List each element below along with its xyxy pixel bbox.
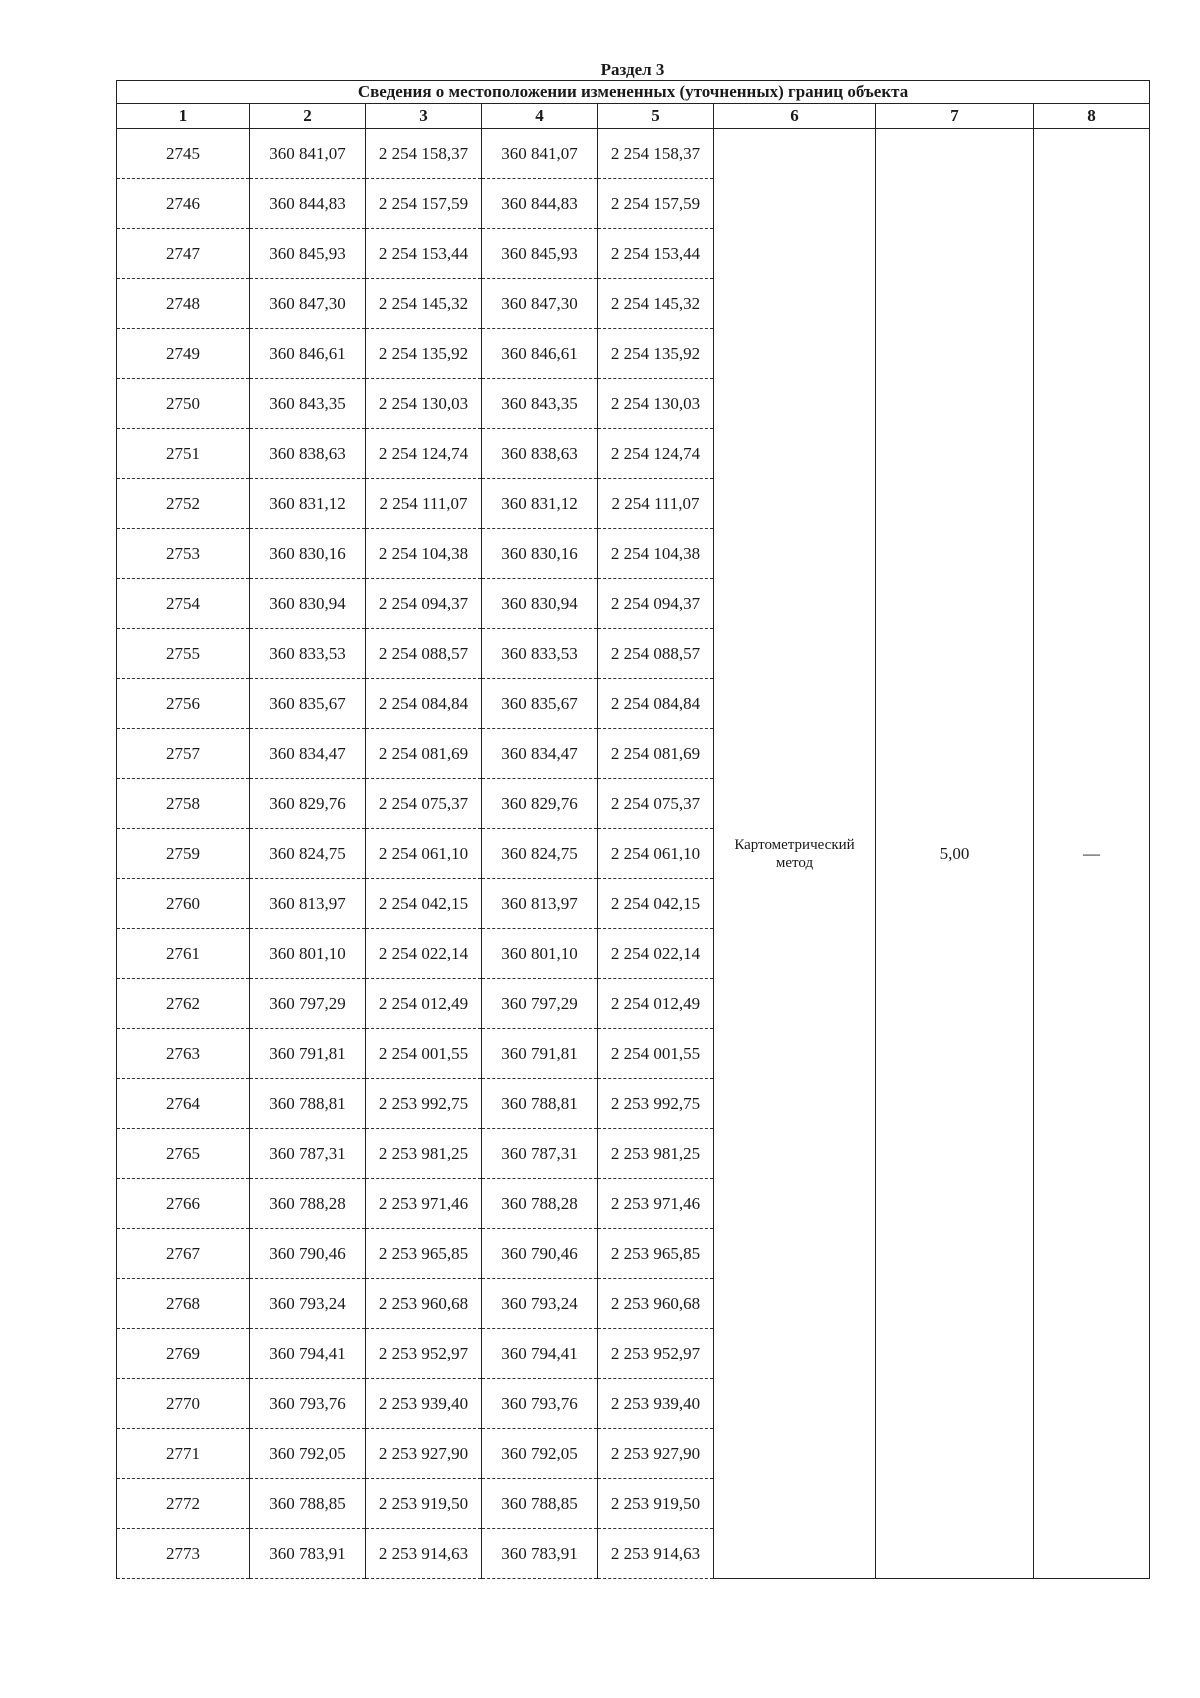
point-number-cell: 2753 bbox=[117, 529, 250, 579]
coordinate-cell: 2 254 012,49 bbox=[366, 979, 482, 1029]
point-number-cell: 2759 bbox=[117, 829, 250, 879]
coordinate-cell: 360 830,16 bbox=[482, 529, 598, 579]
coordinate-cell: 2 254 022,14 bbox=[366, 929, 482, 979]
coordinate-cell: 360 794,41 bbox=[482, 1329, 598, 1379]
column-header: 5 bbox=[598, 104, 714, 129]
coordinate-cell: 2 254 001,55 bbox=[598, 1029, 714, 1079]
coordinate-cell: 2 254 075,37 bbox=[366, 779, 482, 829]
coordinate-cell: 2 254 104,38 bbox=[598, 529, 714, 579]
point-number-cell: 2746 bbox=[117, 179, 250, 229]
coordinate-cell: 360 791,81 bbox=[250, 1029, 366, 1079]
point-number-cell: 2747 bbox=[117, 229, 250, 279]
point-number-cell: 2769 bbox=[117, 1329, 250, 1379]
column-header: 4 bbox=[482, 104, 598, 129]
coordinate-cell: 360 838,63 bbox=[250, 429, 366, 479]
coordinate-cell: 360 847,30 bbox=[482, 279, 598, 329]
coordinate-cell: 360 843,35 bbox=[482, 379, 598, 429]
coordinate-cell: 2 254 084,84 bbox=[598, 679, 714, 729]
table-row bbox=[117, 129, 1150, 179]
coordinate-cell: 360 845,93 bbox=[250, 229, 366, 279]
point-number-cell: 2750 bbox=[117, 379, 250, 429]
coordinate-cell: 2 254 042,15 bbox=[366, 879, 482, 929]
coordinate-cell: 2 254 157,59 bbox=[598, 179, 714, 229]
coordinate-cell: 360 792,05 bbox=[482, 1429, 598, 1479]
point-number-cell: 2770 bbox=[117, 1379, 250, 1429]
coordinate-cell: 2 254 111,07 bbox=[598, 479, 714, 529]
coordinate-cell: 2 254 130,03 bbox=[366, 379, 482, 429]
coordinate-cell: 360 797,29 bbox=[482, 979, 598, 1029]
coordinate-cell: 360 844,83 bbox=[250, 179, 366, 229]
coordinate-cell: 360 841,07 bbox=[482, 129, 598, 179]
coordinate-cell: 360 833,53 bbox=[482, 629, 598, 679]
coordinate-cell: 2 253 971,46 bbox=[598, 1179, 714, 1229]
coordinate-cell: 2 254 084,84 bbox=[366, 679, 482, 729]
coordinate-cell: 360 830,16 bbox=[250, 529, 366, 579]
coordinate-cell: 360 830,94 bbox=[482, 579, 598, 629]
coordinate-cell: 360 788,28 bbox=[250, 1179, 366, 1229]
coordinate-cell: 360 801,10 bbox=[482, 929, 598, 979]
coordinate-cell: 360 813,97 bbox=[482, 879, 598, 929]
coordinate-cell: 360 824,75 bbox=[482, 829, 598, 879]
coordinate-cell: 2 253 960,68 bbox=[366, 1279, 482, 1329]
coordinate-cell: 360 790,46 bbox=[482, 1229, 598, 1279]
coordinate-cell: 360 845,93 bbox=[482, 229, 598, 279]
coordinate-cell: 360 790,46 bbox=[250, 1229, 366, 1279]
coordinate-cell: 360 787,31 bbox=[482, 1129, 598, 1179]
coordinate-cell: 2 254 145,32 bbox=[366, 279, 482, 329]
coordinate-cell: 360 833,53 bbox=[250, 629, 366, 679]
coordinate-cell: 2 253 992,75 bbox=[366, 1079, 482, 1129]
coordinate-cell: 360 829,76 bbox=[250, 779, 366, 829]
coordinate-cell: 360 831,12 bbox=[482, 479, 598, 529]
point-number-cell: 2748 bbox=[117, 279, 250, 329]
coordinate-cell: 2 253 960,68 bbox=[598, 1279, 714, 1329]
coordinate-cell: 360 788,81 bbox=[250, 1079, 366, 1129]
coordinate-cell: 2 253 927,90 bbox=[598, 1429, 714, 1479]
coordinate-cell: 2 254 081,69 bbox=[598, 729, 714, 779]
column-header: 7 bbox=[876, 104, 1034, 129]
column-header-row bbox=[117, 104, 1150, 129]
coordinate-cell: 360 783,91 bbox=[482, 1529, 598, 1579]
coordinate-cell: 360 797,29 bbox=[250, 979, 366, 1029]
point-number-cell: 2757 bbox=[117, 729, 250, 779]
coordinate-cell: 2 253 927,90 bbox=[366, 1429, 482, 1479]
coordinate-cell: 360 793,24 bbox=[250, 1279, 366, 1329]
point-number-cell: 2754 bbox=[117, 579, 250, 629]
method-cell: Картометрический метод bbox=[714, 129, 876, 1579]
coordinate-cell: 2 253 914,63 bbox=[366, 1529, 482, 1579]
coordinate-cell: 360 788,28 bbox=[482, 1179, 598, 1229]
coordinate-cell: 2 253 952,97 bbox=[366, 1329, 482, 1379]
coordinate-cell: 360 846,61 bbox=[482, 329, 598, 379]
coordinate-cell: 2 254 153,44 bbox=[598, 229, 714, 279]
point-number-cell: 2751 bbox=[117, 429, 250, 479]
coordinate-cell: 360 846,61 bbox=[250, 329, 366, 379]
coordinate-cell: 2 254 124,74 bbox=[366, 429, 482, 479]
column-header: 6 bbox=[714, 104, 876, 129]
coordinate-cell: 2 254 111,07 bbox=[366, 479, 482, 529]
point-number-cell: 2760 bbox=[117, 879, 250, 929]
coordinate-cell: 360 843,35 bbox=[250, 379, 366, 429]
coordinate-cell: 2 254 094,37 bbox=[366, 579, 482, 629]
coordinate-cell: 360 829,76 bbox=[482, 779, 598, 829]
coordinate-cell: 2 254 012,49 bbox=[598, 979, 714, 1029]
point-number-cell: 2766 bbox=[117, 1179, 250, 1229]
description-cell: — bbox=[1034, 129, 1150, 1579]
coordinate-cell: 360 783,91 bbox=[250, 1529, 366, 1579]
coordinate-cell: 2 254 145,32 bbox=[598, 279, 714, 329]
coordinate-cell: 2 254 153,44 bbox=[366, 229, 482, 279]
coordinate-cell: 360 788,85 bbox=[250, 1479, 366, 1529]
column-header: 1 bbox=[117, 104, 250, 129]
point-number-cell: 2763 bbox=[117, 1029, 250, 1079]
point-number-cell: 2768 bbox=[117, 1279, 250, 1329]
column-header: 2 bbox=[250, 104, 366, 129]
coordinate-cell: 360 834,47 bbox=[250, 729, 366, 779]
coordinate-cell: 2 254 022,14 bbox=[598, 929, 714, 979]
coordinate-cell: 360 813,97 bbox=[250, 879, 366, 929]
coordinate-cell: 2 254 135,92 bbox=[366, 329, 482, 379]
coordinate-cell: 360 824,75 bbox=[250, 829, 366, 879]
coordinate-cell: 360 791,81 bbox=[482, 1029, 598, 1079]
point-number-cell: 2761 bbox=[117, 929, 250, 979]
coordinate-cell: 2 254 042,15 bbox=[598, 879, 714, 929]
point-number-cell: 2755 bbox=[117, 629, 250, 679]
coordinate-cell: 360 831,12 bbox=[250, 479, 366, 529]
coordinate-cell: 2 254 088,57 bbox=[598, 629, 714, 679]
coordinate-cell: 360 834,47 bbox=[482, 729, 598, 779]
coordinate-cell: 2 253 919,50 bbox=[366, 1479, 482, 1529]
coordinate-cell: 2 253 919,50 bbox=[598, 1479, 714, 1529]
coordinate-cell: 360 835,67 bbox=[250, 679, 366, 729]
coordinate-cell: 2 253 981,25 bbox=[598, 1129, 714, 1179]
coordinate-cell: 2 254 135,92 bbox=[598, 329, 714, 379]
coordinate-cell: 360 793,76 bbox=[250, 1379, 366, 1429]
column-header: 3 bbox=[366, 104, 482, 129]
point-number-cell: 2749 bbox=[117, 329, 250, 379]
coordinate-cell: 360 801,10 bbox=[250, 929, 366, 979]
coordinate-cell: 2 254 061,10 bbox=[598, 829, 714, 879]
coordinate-cell: 360 844,83 bbox=[482, 179, 598, 229]
precision-cell: 5,00 bbox=[876, 129, 1034, 1579]
coordinate-cell: 2 254 094,37 bbox=[598, 579, 714, 629]
coordinate-cell: 360 788,81 bbox=[482, 1079, 598, 1129]
coordinate-cell: 360 793,24 bbox=[482, 1279, 598, 1329]
coordinate-cell: 360 792,05 bbox=[250, 1429, 366, 1479]
point-number-cell: 2752 bbox=[117, 479, 250, 529]
point-number-cell: 2771 bbox=[117, 1429, 250, 1479]
point-number-cell: 2762 bbox=[117, 979, 250, 1029]
document-page bbox=[116, 60, 1149, 1579]
coordinate-cell: 360 841,07 bbox=[250, 129, 366, 179]
coordinate-cell: 360 830,94 bbox=[250, 579, 366, 629]
coordinate-cell: 2 253 914,63 bbox=[598, 1529, 714, 1579]
point-number-cell: 2765 bbox=[117, 1129, 250, 1179]
coordinate-cell: 2 253 992,75 bbox=[598, 1079, 714, 1129]
coordinate-cell: 2 253 952,97 bbox=[598, 1329, 714, 1379]
section-title: Раздел 3 bbox=[600, 60, 665, 79]
coordinate-cell: 2 254 124,74 bbox=[598, 429, 714, 479]
point-number-cell: 2764 bbox=[117, 1079, 250, 1129]
coordinate-cell: 360 787,31 bbox=[250, 1129, 366, 1179]
coordinate-cell: 2 253 981,25 bbox=[366, 1129, 482, 1179]
coordinate-cell: 360 838,63 bbox=[482, 429, 598, 479]
point-number-cell: 2772 bbox=[117, 1479, 250, 1529]
coordinate-cell: 2 254 075,37 bbox=[598, 779, 714, 829]
coordinate-cell: 360 793,76 bbox=[482, 1379, 598, 1429]
coordinate-cell: 2 253 965,85 bbox=[598, 1229, 714, 1279]
point-number-cell: 2767 bbox=[117, 1229, 250, 1279]
coordinate-cell: 360 847,30 bbox=[250, 279, 366, 329]
coordinate-cell: 360 788,85 bbox=[482, 1479, 598, 1529]
coordinate-cell: 2 253 939,40 bbox=[366, 1379, 482, 1429]
coordinate-cell: 2 254 088,57 bbox=[366, 629, 482, 679]
coordinate-cell: 2 253 971,46 bbox=[366, 1179, 482, 1229]
coordinate-cell: 2 254 130,03 bbox=[598, 379, 714, 429]
table-caption: Сведения о местоположении измененных (уточненных) границ объекта bbox=[117, 81, 1150, 104]
point-number-cell: 2773 bbox=[117, 1529, 250, 1579]
point-number-cell: 2758 bbox=[117, 779, 250, 829]
coordinate-cell: 2 254 158,37 bbox=[598, 129, 714, 179]
coordinate-cell: 2 254 081,69 bbox=[366, 729, 482, 779]
point-number-cell: 2745 bbox=[117, 129, 250, 179]
coordinate-cell: 2 254 157,59 bbox=[366, 179, 482, 229]
coordinate-cell: 2 254 158,37 bbox=[366, 129, 482, 179]
coordinate-cell: 2 254 104,38 bbox=[366, 529, 482, 579]
coordinates-table bbox=[116, 80, 1150, 1579]
column-header: 8 bbox=[1034, 104, 1150, 129]
coordinate-cell: 2 254 061,10 bbox=[366, 829, 482, 879]
coordinate-cell: 360 794,41 bbox=[250, 1329, 366, 1379]
coordinate-cell: 2 253 939,40 bbox=[598, 1379, 714, 1429]
coordinate-cell: 360 835,67 bbox=[482, 679, 598, 729]
coordinate-cell: 2 254 001,55 bbox=[366, 1029, 482, 1079]
coordinate-cell: 2 253 965,85 bbox=[366, 1229, 482, 1279]
point-number-cell: 2756 bbox=[117, 679, 250, 729]
